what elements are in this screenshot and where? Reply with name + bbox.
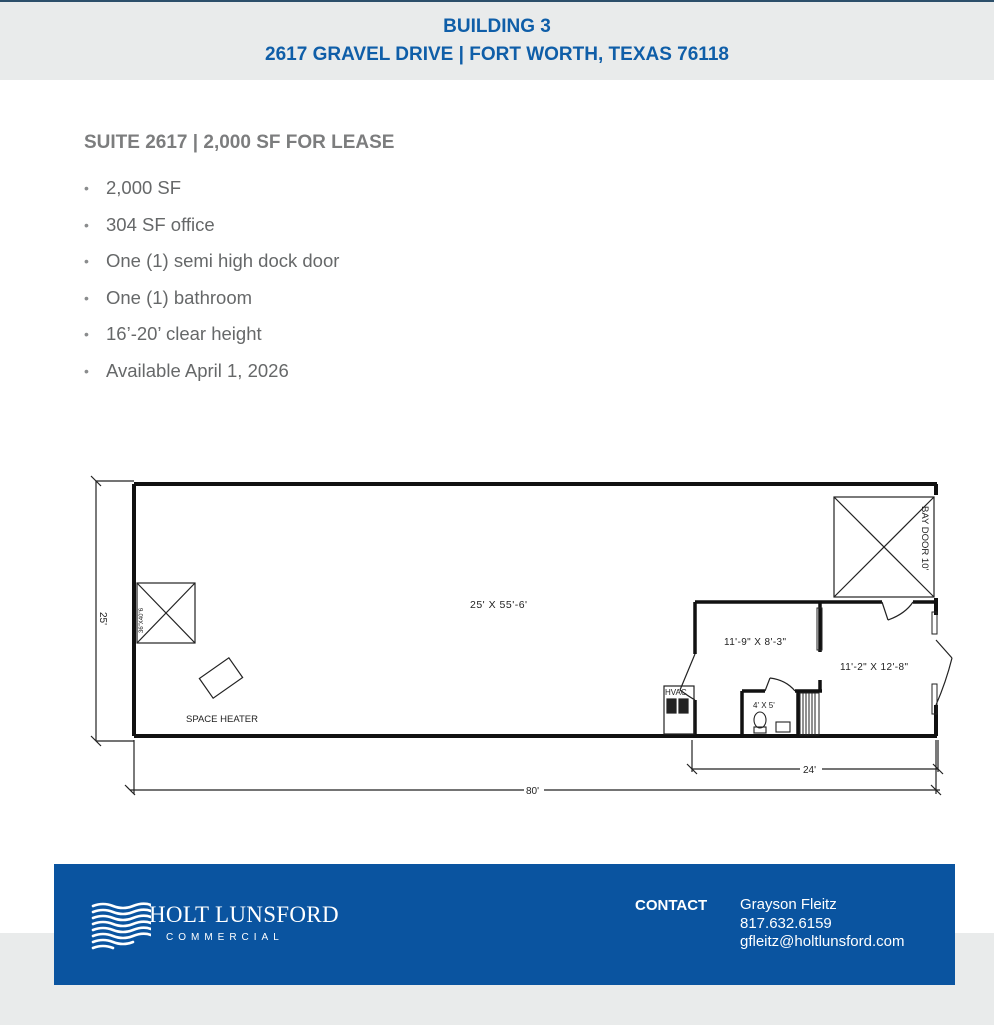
building-title: BUILDING 3 bbox=[443, 16, 551, 37]
bay-door bbox=[834, 497, 934, 597]
bathroom-label: 4' X 5' bbox=[753, 701, 775, 710]
office-1-label: 11'-9" X 8'-3" bbox=[724, 637, 787, 648]
holt-lunsford-logo-icon bbox=[91, 902, 151, 952]
contact-phone[interactable]: 817.632.6159 bbox=[740, 914, 832, 932]
feature-text: 2,000 SF bbox=[106, 177, 182, 198]
feature-list bbox=[84, 175, 339, 394]
feature-item bbox=[84, 248, 339, 285]
feature-text: 16’-20’ clear height bbox=[106, 323, 262, 344]
wall-unit-label: 36"X40"6 bbox=[139, 608, 145, 633]
contact-info bbox=[740, 896, 904, 952]
contact-label: CONTACT bbox=[635, 897, 708, 914]
floor-plan bbox=[0, 470, 994, 810]
office-width-label: 24' bbox=[803, 765, 817, 776]
feature-text: 304 SF office bbox=[106, 213, 215, 235]
feature-item bbox=[84, 212, 339, 249]
office-2-label: 11'-2" X 12'-8" bbox=[840, 662, 909, 673]
wall-unit bbox=[137, 583, 195, 643]
contact-email[interactable]: gfleitz@holtlunsford.com bbox=[740, 933, 905, 950]
height-dimension-label: 25' bbox=[97, 612, 108, 626]
feature-text: Available April 1, 2026 bbox=[106, 359, 289, 381]
space-heater-icon bbox=[199, 658, 242, 698]
bullet-icon: • bbox=[84, 326, 89, 342]
footer-banner bbox=[54, 864, 955, 985]
bullet-icon: • bbox=[84, 216, 89, 233]
building-address: 2617 GRAVEL DRIVE | FORT WORTH, TEXAS 76118 bbox=[265, 44, 729, 65]
window-marks bbox=[817, 608, 937, 714]
space-heater-label: SPACE HEATER bbox=[186, 714, 258, 725]
brand-name: HOLT LUNSFORD bbox=[149, 902, 339, 927]
height-dimension bbox=[91, 476, 134, 746]
feature-item bbox=[84, 358, 339, 395]
bullet-icon: • bbox=[84, 289, 89, 306]
hvac-label: HVAC bbox=[665, 688, 687, 697]
bullet-icon: • bbox=[84, 180, 89, 196]
stair-block bbox=[800, 693, 819, 735]
suite-title: SUITE 2617 | 2,000 SF FOR LEASE bbox=[84, 132, 395, 153]
feature-item bbox=[84, 321, 339, 358]
sink-icon bbox=[776, 722, 790, 732]
feature-item bbox=[84, 175, 339, 212]
bullet-icon: • bbox=[84, 253, 89, 269]
feature-text: One (1) bathroom bbox=[106, 286, 253, 308]
total-width-label: 80' bbox=[526, 786, 540, 797]
brand-subtitle: COMMERCIAL bbox=[166, 932, 284, 943]
bay-door-label: BAY DOOR 10' bbox=[919, 506, 930, 571]
page-header bbox=[0, 0, 994, 80]
feature-item bbox=[84, 285, 339, 322]
bullet-icon: • bbox=[84, 362, 89, 379]
contact-name: Grayson Fleitz bbox=[740, 896, 837, 913]
main-area-label: 25' X 55'-6' bbox=[470, 599, 528, 611]
feature-text: One (1) semi high dock door bbox=[106, 250, 340, 271]
toilet-icon bbox=[754, 712, 766, 733]
